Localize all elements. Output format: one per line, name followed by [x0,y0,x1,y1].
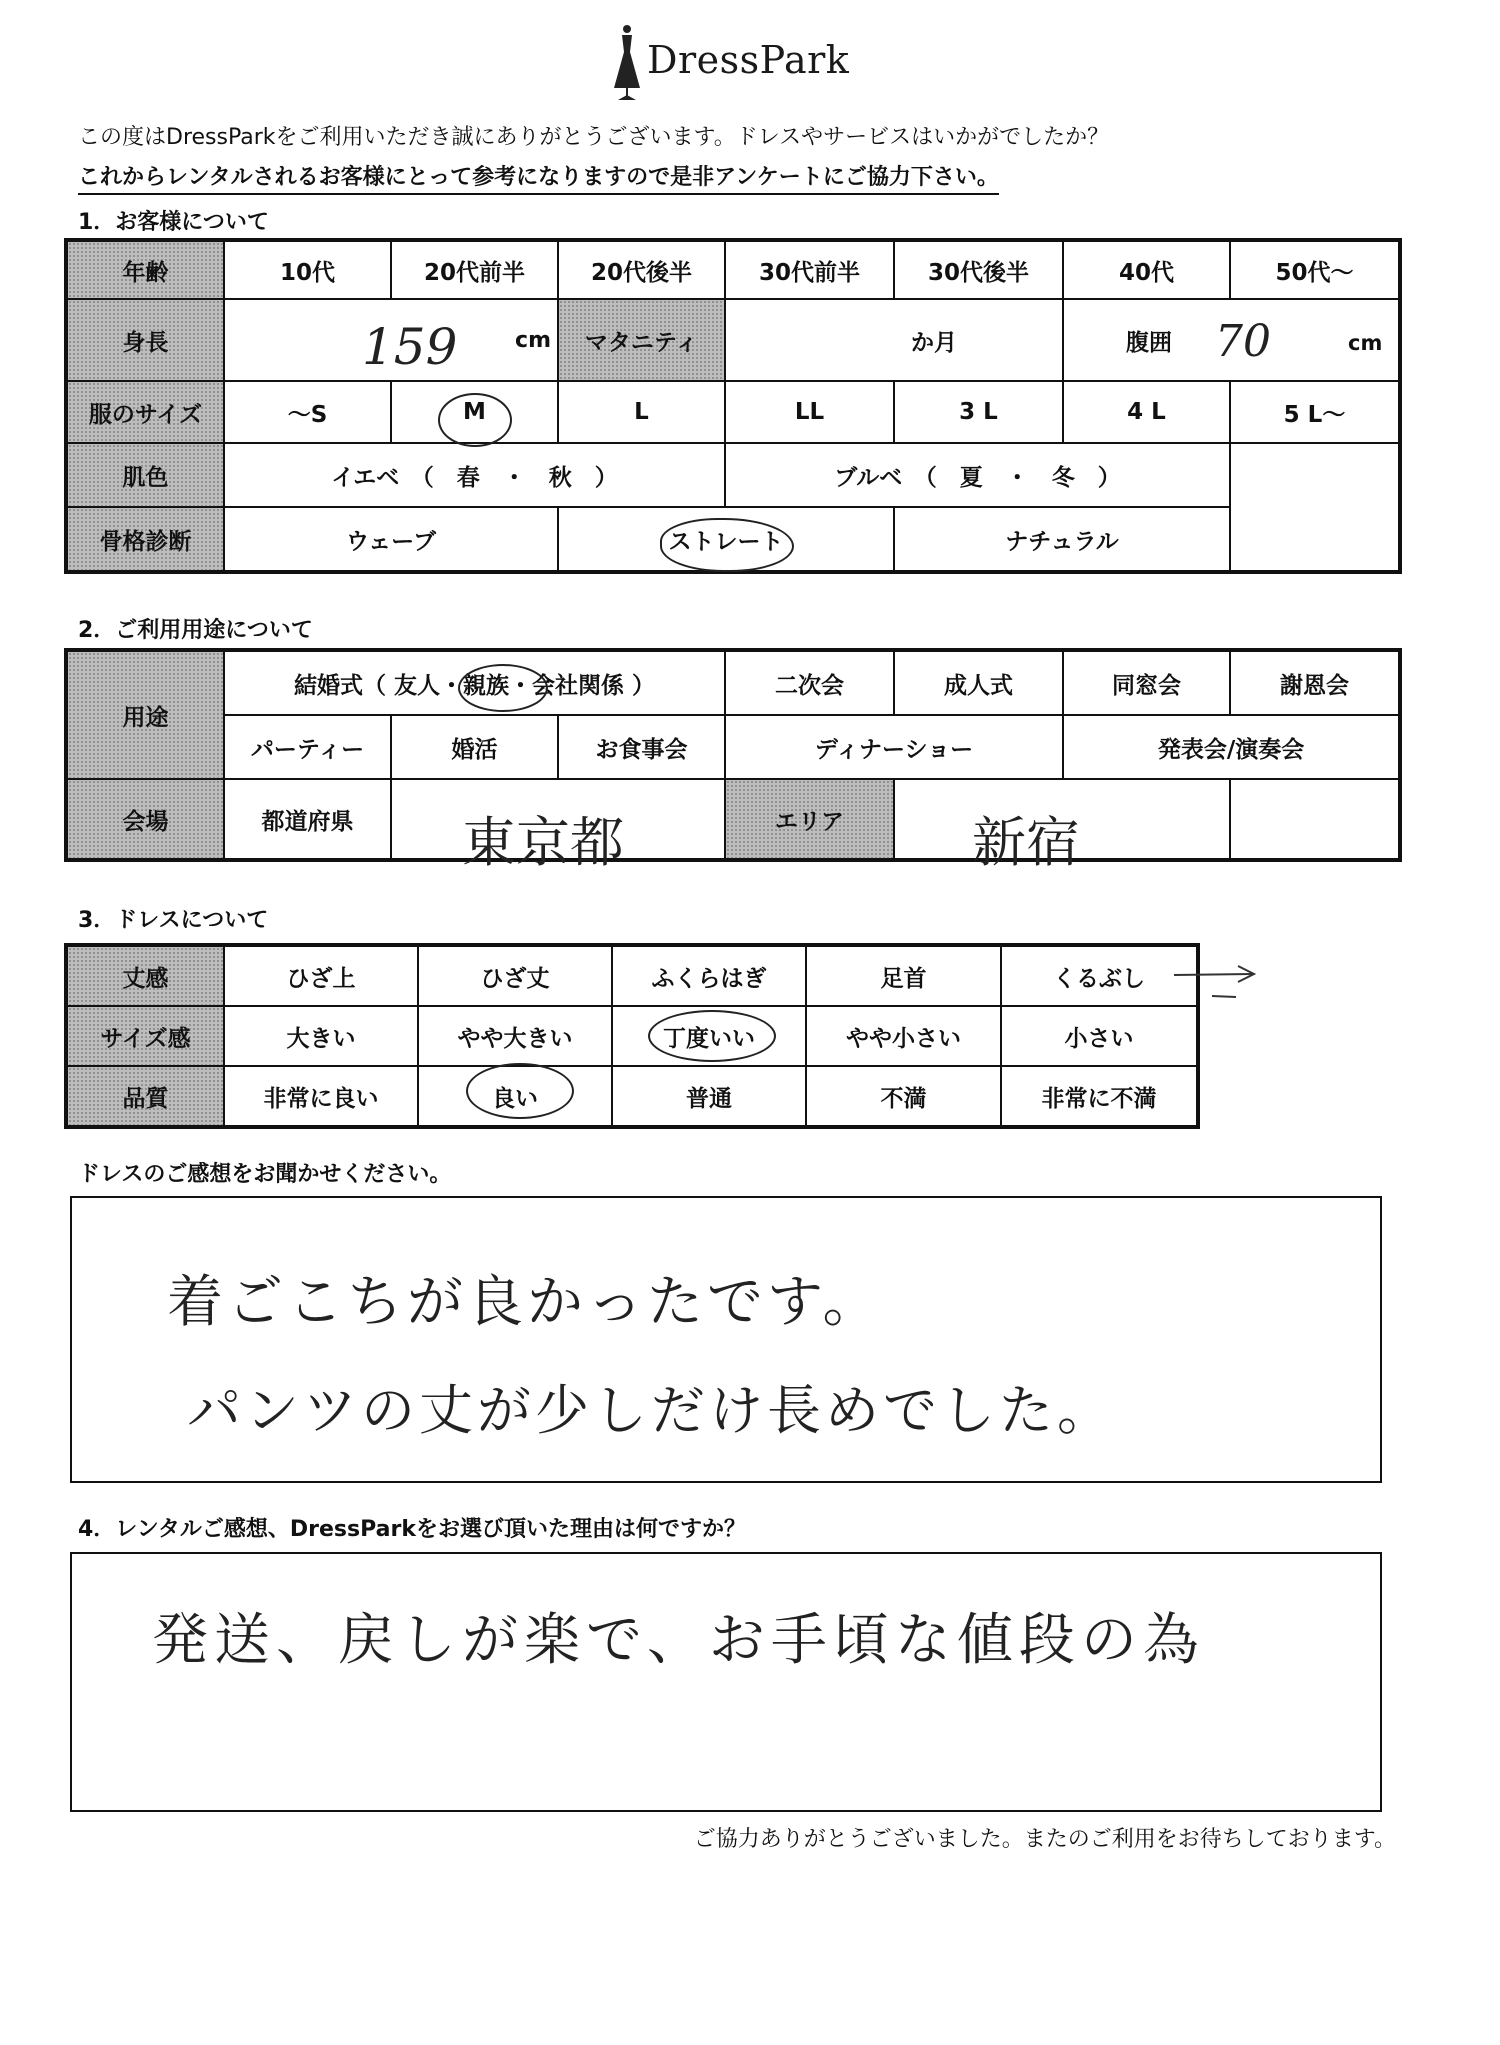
age-option[interactable]: 10代 [224,241,391,299]
use-option[interactable]: 二次会 [725,651,894,715]
fit-option[interactable]: やや大きい [418,1006,612,1066]
intro-line-1: この度はDressParkをご利用いただき誠にありがとうございます。ドレスやサービスはいかがでしたか？ [78,125,1110,150]
quality-option-selected[interactable]: 良い [418,1066,612,1126]
venue-label: 会場 [67,779,224,859]
fit-label: サイズ感 [67,1006,224,1066]
use-option[interactable]: 謝恩会 [1230,651,1399,715]
fit-option[interactable]: 大きい [224,1006,418,1066]
age-label: 年齢 [67,241,224,299]
length-option[interactable]: ふくらはぎ [612,946,806,1006]
empty-cell [1230,507,1399,571]
skin-yellow-option[interactable]: イエベ （ 春 ・ 秋 ） [224,443,725,507]
waist-unit: cm [1348,330,1383,355]
fit-option[interactable]: やや小さい [806,1006,1001,1066]
section-4-title: 4．レンタルご感想、DressParkをお選び頂いた理由は何ですか？ [78,1517,746,1542]
reason-box[interactable] [70,1552,1382,1812]
usage-table [66,650,1400,860]
section-2-title: 2．ご利用用途について [78,618,313,643]
height-unit: cm [515,327,551,353]
size-option[interactable]: L [558,381,725,443]
height-label: 身長 [67,299,224,381]
use-option[interactable]: 発表会/演奏会 [1063,715,1399,779]
use-option[interactable]: ディナーショー [725,715,1063,779]
quality-selection-circle [466,1063,574,1119]
quality-option[interactable]: 非常に良い [224,1066,418,1126]
length-option[interactable]: ひざ丈 [418,946,612,1006]
section-3-title: 3．ドレスについて [78,908,269,933]
empty-cell [1230,779,1399,859]
impression-box[interactable] [70,1196,1382,1483]
handwritten-prefecture: 東京都 [462,811,624,874]
section-1-title: 1．お客様について [78,210,269,235]
handwritten-height: 159 [362,318,458,376]
impression-prompt: ドレスのご感想をお聞かせください。 [78,1162,452,1187]
size-label: 服のサイズ [67,381,224,443]
age-option[interactable]: 40代 [1063,241,1230,299]
size-option[interactable]: LL [725,381,894,443]
quality-option[interactable]: 普通 [612,1066,806,1126]
handwritten-area: 新宿 [972,811,1080,874]
bone-option[interactable]: ウェーブ [224,507,558,571]
age-option[interactable]: 50代〜 [1230,241,1399,299]
size-selection-circle [438,393,512,447]
dress-mannequin-icon [610,22,644,102]
size-option[interactable]: 4 L [1063,381,1230,443]
length-label: 丈感 [67,946,224,1006]
area-label: エリア [725,779,894,859]
maternity-label: マタニティ [558,299,725,381]
reason-answer: 発送、戻しが楽で、お手頃な値段の為 [152,1608,1205,1673]
handwritten-arrow-icon [1172,960,1262,1010]
quality-label: 品質 [67,1066,224,1126]
thanks-message: ご協力ありがとうございました。またのご利用をお待ちしております。 [693,1827,1396,1852]
length-option[interactable]: ひざ上 [224,946,418,1006]
size-option[interactable]: 〜S [224,381,391,443]
impression-line-1: 着ごこちが良かったです。 [167,1270,883,1335]
fit-selection-circle [648,1010,776,1062]
handwritten-waist: 70 [1215,316,1271,367]
age-option[interactable]: 30代前半 [725,241,894,299]
use-option[interactable]: 婚活 [391,715,558,779]
waist-label: 腹囲 [1126,329,1172,356]
use-option[interactable]: 同窓会 [1063,651,1230,715]
bone-label: 骨格診断 [67,507,224,571]
size-option[interactable]: 3 L [894,381,1063,443]
use-option[interactable]: 成人式 [894,651,1063,715]
quality-option[interactable]: 不満 [806,1066,1001,1126]
prefecture-label: 都道府県 [224,779,391,859]
bone-option-selected[interactable]: ストレート [558,507,894,571]
size-option[interactable]: 5 L〜 [1230,381,1399,443]
maternity-months-field[interactable] [725,299,1063,381]
dress-table [66,945,1198,1127]
age-option[interactable]: 20代前半 [391,241,558,299]
impression-line-2: パンツの丈が少しだけ長めでした。 [187,1379,1115,1442]
use-option[interactable]: お食事会 [558,715,725,779]
use-label: 用途 [67,651,224,779]
quality-option[interactable]: 非常に不満 [1001,1066,1197,1126]
dresspark-logo [610,22,870,102]
maternity-unit: か月 [911,329,957,356]
use-wedding-option[interactable]: 結婚式（ 友人・親族・会社関係 ） [224,651,725,715]
size-option-selected[interactable]: M [391,381,558,443]
logo-text: DressPark [647,38,850,82]
skin-blue-option[interactable]: ブルベ （ 夏 ・ 冬 ） [725,443,1230,507]
intro-line-2: これからレンタルされるお客様にとって参考になりますので是非アンケートにご協力下さい。 [78,160,999,195]
fit-option[interactable]: 小さい [1001,1006,1197,1066]
wedding-selection-circle [458,664,548,712]
fit-option-selected[interactable]: 丁度いい [612,1006,806,1066]
age-option[interactable]: 30代後半 [894,241,1063,299]
length-option[interactable]: くるぶし [1001,946,1197,1006]
empty-cell [1230,443,1399,507]
age-option[interactable]: 20代後半 [558,241,725,299]
use-option[interactable]: パーティー [224,715,391,779]
bone-option[interactable]: ナチュラル [894,507,1230,571]
bone-selection-circle [660,518,794,572]
length-option[interactable]: 足首 [806,946,1001,1006]
skin-label: 肌色 [67,443,224,507]
